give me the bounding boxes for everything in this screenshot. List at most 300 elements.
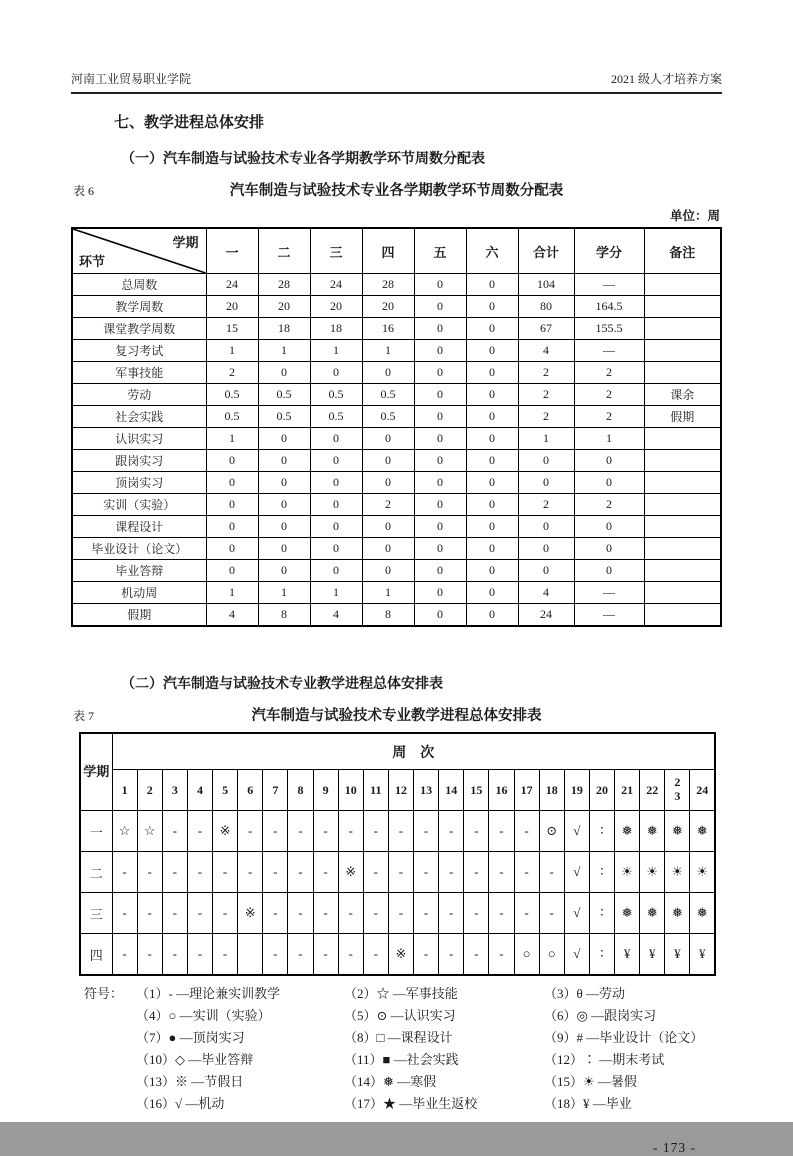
cell: 0: [310, 516, 362, 538]
cell: 2: [518, 406, 574, 428]
week-number: 4: [187, 770, 212, 811]
cell: 0: [414, 384, 466, 406]
cell: 1: [310, 582, 362, 604]
cell: 0: [258, 472, 310, 494]
schedule-cell: -: [464, 893, 489, 934]
cell: 20: [362, 296, 414, 318]
column-header: 学分: [574, 228, 644, 274]
table6-number: 表 6: [73, 184, 95, 198]
schedule-cell: -: [338, 893, 363, 934]
cell: [644, 340, 721, 362]
schedule-cell: ❅: [615, 811, 640, 852]
row-label: 军事技能: [72, 362, 206, 384]
schedule-cell: -: [439, 934, 464, 976]
cell: 0: [466, 406, 518, 428]
schedule-cell: ❅: [640, 893, 665, 934]
schedule-cell: -: [187, 893, 212, 934]
legend-item: （7）● —顶岗实习: [136, 1030, 245, 1045]
schedule-cell: ☀: [690, 852, 715, 893]
week-number: 11: [363, 770, 388, 811]
cell: 155.5: [574, 318, 644, 340]
schedule-cell: -: [187, 811, 212, 852]
table6-header-row: [72, 228, 721, 274]
cell: 0: [414, 428, 466, 450]
schedule-cell: ☆: [112, 811, 137, 852]
schedule-cell: -: [388, 893, 413, 934]
cell: 0: [362, 538, 414, 560]
cell: [644, 318, 721, 340]
table7-title: 汽车制造与试验技术专业教学进程总体安排表: [251, 708, 542, 724]
row-label: 劳动: [72, 384, 206, 406]
cell: 2: [518, 384, 574, 406]
cell: 0: [414, 318, 466, 340]
table7-header-row-2: [80, 770, 715, 811]
schedule-cell: ☆: [137, 811, 162, 852]
legend-item: （4）○ —实训（实验）: [136, 1008, 271, 1023]
cell: 0: [574, 472, 644, 494]
cell: [644, 274, 721, 296]
schedule-cell: -: [313, 893, 338, 934]
column-header: 三: [310, 228, 362, 274]
cell: 20: [206, 296, 258, 318]
schedule-cell: -: [162, 893, 187, 934]
corner-cell: [72, 228, 206, 274]
page-number: - 173 -: [653, 1140, 696, 1155]
legend-spacer: [71, 1007, 136, 1024]
schedule-cell: -: [464, 811, 489, 852]
week-number: 2: [137, 770, 162, 811]
cell: 2: [518, 362, 574, 384]
cell: 1: [574, 428, 644, 450]
schedule-cell: ¥: [640, 934, 665, 976]
table-row: [72, 494, 721, 516]
schedule-cell: -: [414, 852, 439, 893]
cell: 0: [518, 472, 574, 494]
schedule-cell: -: [162, 852, 187, 893]
table-row: [72, 472, 721, 494]
schedule-cell: -: [263, 852, 288, 893]
schedule-cell: -: [338, 934, 363, 976]
schedule-cell: -: [363, 852, 388, 893]
cell: 0: [310, 450, 362, 472]
cell: 0: [466, 538, 518, 560]
cell: 67: [518, 318, 574, 340]
cell: —: [574, 582, 644, 604]
schedule-cell: -: [414, 893, 439, 934]
cell: 4: [310, 604, 362, 627]
schedule-cell: -: [313, 934, 338, 976]
cell: 1: [206, 428, 258, 450]
cell: 0: [414, 582, 466, 604]
cell: 28: [362, 274, 414, 296]
cell: 28: [258, 274, 310, 296]
cell: 0: [206, 538, 258, 560]
cell: 0: [574, 538, 644, 560]
cell: 0: [414, 406, 466, 428]
schedule-cell: ☀: [665, 852, 690, 893]
cell: 0: [466, 384, 518, 406]
schedule-cell: -: [137, 893, 162, 934]
row-label: 总周数: [72, 274, 206, 296]
cell: 0: [414, 340, 466, 362]
cell: 2: [574, 362, 644, 384]
schedule-cell: ∶: [589, 934, 614, 976]
week-number: 21: [615, 770, 640, 811]
cell: 0: [414, 516, 466, 538]
table6-unit-label: 单位：周: [669, 209, 720, 223]
cell: 0: [518, 538, 574, 560]
legend-spacer: [71, 1051, 136, 1068]
cell: 0: [310, 362, 362, 384]
cell: 0: [362, 516, 414, 538]
schedule-cell: ❅: [690, 811, 715, 852]
schedule-cell: -: [112, 852, 137, 893]
cell: 4: [206, 604, 258, 627]
row-label: 假期: [72, 604, 206, 627]
schedule-cell: ¥: [665, 934, 690, 976]
schedule-cell: -: [414, 811, 439, 852]
schedule-cell: -: [313, 852, 338, 893]
schedule-cell: -: [213, 852, 238, 893]
row-label: 机动周: [72, 582, 206, 604]
cell: 0: [258, 516, 310, 538]
subsection-2-title: （二）汽车制造与试验技术专业教学进程总体安排表: [121, 677, 443, 692]
schedule-cell: -: [439, 852, 464, 893]
schedule-cell: -: [464, 852, 489, 893]
cell: 0: [466, 560, 518, 582]
row-label: 顶岗实习: [72, 472, 206, 494]
week-number: 22: [640, 770, 665, 811]
week-number: 5: [213, 770, 238, 811]
schedule-cell: -: [137, 934, 162, 976]
cell: 24: [518, 604, 574, 627]
schedule-cell: ※: [213, 811, 238, 852]
semester-label: 三: [80, 893, 112, 934]
cell: 0.5: [258, 384, 310, 406]
column-header: 五: [414, 228, 466, 274]
week-number: 23: [665, 770, 690, 811]
row-label: 毕业答辩: [72, 560, 206, 582]
cell: 1: [206, 582, 258, 604]
table6-title: 汽车制造与试验技术专业各学期教学环节周数分配表: [229, 183, 564, 199]
cell: 0: [574, 516, 644, 538]
cell: 0: [466, 604, 518, 627]
cell: 80: [518, 296, 574, 318]
corner-top-label: 学期: [172, 235, 199, 250]
symbol-legend: [71, 985, 722, 1112]
row-label: 社会实践: [72, 406, 206, 428]
schedule-cell: √: [564, 934, 589, 976]
cell: 2: [518, 494, 574, 516]
table-row: [72, 428, 721, 450]
week-number: 14: [439, 770, 464, 811]
schedule-cell: -: [187, 934, 212, 976]
schedule-cell: -: [363, 811, 388, 852]
cell: 0: [362, 560, 414, 582]
table-row: [72, 560, 721, 582]
schedule-cell: -: [263, 811, 288, 852]
week-number: 17: [514, 770, 539, 811]
schedule-cell: √: [564, 811, 589, 852]
schedule-cell: ※: [388, 934, 413, 976]
cell: 20: [258, 296, 310, 318]
schedule-cell: -: [489, 811, 514, 852]
schedule-cell: -: [439, 893, 464, 934]
table-row: [72, 274, 721, 296]
week-number: 6: [238, 770, 263, 811]
cell: 0: [414, 362, 466, 384]
cell: 2: [574, 406, 644, 428]
cell: —: [574, 340, 644, 362]
cell: 0: [258, 362, 310, 384]
schedule-cell: -: [263, 893, 288, 934]
table-row: [80, 852, 715, 893]
row-label: 课程设计: [72, 516, 206, 538]
column-header: 二: [258, 228, 310, 274]
cell: 164.5: [574, 296, 644, 318]
legend-item: （3）θ —劳动: [544, 986, 625, 1001]
schedule-cell: ☀: [615, 852, 640, 893]
cell: 0: [466, 318, 518, 340]
cell: 0: [206, 516, 258, 538]
cell: —: [574, 274, 644, 296]
plan-name: 2021 级人才培养方案: [610, 72, 722, 86]
legend-item: （11）■ —社会实践: [344, 1052, 459, 1067]
cell: [644, 428, 721, 450]
schedule-cell: -: [288, 934, 313, 976]
cell: 0: [206, 494, 258, 516]
legend-spacer: [71, 1073, 136, 1090]
cell: 0: [518, 516, 574, 538]
cell: 2: [574, 494, 644, 516]
legend-item: （12）∶ —期末考试: [544, 1052, 665, 1067]
table-row: [80, 934, 715, 976]
cell: 0.5: [310, 406, 362, 428]
cell: 0: [310, 538, 362, 560]
cell: 0: [362, 450, 414, 472]
cell: 假期: [644, 406, 721, 428]
column-header: 一: [206, 228, 258, 274]
cell: 课余: [644, 384, 721, 406]
semester-label: 四: [80, 934, 112, 976]
column-header: 合计: [518, 228, 574, 274]
schedule-cell: -: [112, 934, 137, 976]
week-number: 16: [489, 770, 514, 811]
table-row: [72, 384, 721, 406]
cell: 18: [258, 318, 310, 340]
cell: 24: [206, 274, 258, 296]
schedule-cell: -: [288, 852, 313, 893]
cell: 1: [310, 340, 362, 362]
cell: 0: [414, 494, 466, 516]
legend-item: （15）☀ —暑假: [544, 1074, 637, 1089]
week-number: 13: [414, 770, 439, 811]
table7-header-row-1: [80, 733, 715, 770]
schedule-cell: -: [514, 811, 539, 852]
schedule-cell: √: [564, 893, 589, 934]
cell: 0: [414, 450, 466, 472]
legend-item: （6）◎ —跟岗实习: [544, 1008, 657, 1023]
table-row: [80, 811, 715, 852]
cell: 0: [574, 560, 644, 582]
schedule-cell: -: [514, 893, 539, 934]
schedule-cell: ○: [514, 934, 539, 976]
schedule-cell: -: [414, 934, 439, 976]
table-row: [72, 450, 721, 472]
schedule-cell: ☀: [640, 852, 665, 893]
cell: [644, 472, 721, 494]
week-number: 20: [589, 770, 614, 811]
table-row: [80, 893, 715, 934]
running-header: [71, 0, 722, 94]
legend-item: （9）# —毕业设计（论文）: [544, 1030, 704, 1045]
legend-prefix: 符号：: [84, 986, 124, 1001]
cell: 0: [466, 582, 518, 604]
schedule-cell: -: [439, 811, 464, 852]
column-header: 四: [362, 228, 414, 274]
cell: 0: [414, 274, 466, 296]
week-number: 24: [690, 770, 715, 811]
week-number: 1: [112, 770, 137, 811]
cell: 2: [362, 494, 414, 516]
schedule-cell: ❅: [690, 893, 715, 934]
legend-item: （18）¥ —毕业: [544, 1096, 632, 1111]
schedule-cell: ❅: [665, 811, 690, 852]
semester-label: 二: [80, 852, 112, 893]
cell: [644, 450, 721, 472]
cell: 0: [258, 494, 310, 516]
cell: 0: [414, 472, 466, 494]
schedule-cell: -: [288, 811, 313, 852]
table-row: [72, 582, 721, 604]
schedule-cell: ∶: [589, 811, 614, 852]
week-number: 8: [288, 770, 313, 811]
column-header: 备注: [644, 228, 721, 274]
corner-bottom-label: 环节: [79, 254, 106, 269]
cell: [644, 296, 721, 318]
schedule-cell: -: [464, 934, 489, 976]
week-number: 10: [338, 770, 363, 811]
cell: 0: [466, 340, 518, 362]
schedule-cell: ❅: [640, 811, 665, 852]
table-row: [72, 340, 721, 362]
schedule-cell: -: [137, 852, 162, 893]
schedule-cell: -: [313, 811, 338, 852]
week-number: 3: [162, 770, 187, 811]
cell: 0: [258, 560, 310, 582]
cell: 1: [362, 582, 414, 604]
legend-item: （13）※ —节假日: [136, 1074, 244, 1089]
table-row: [72, 362, 721, 384]
schedule-cell: [238, 934, 263, 976]
cell: 0: [518, 450, 574, 472]
cell: 8: [362, 604, 414, 627]
schedule-cell: ○: [539, 934, 564, 976]
cell: 0.5: [258, 406, 310, 428]
schedule-cell: ⊙: [539, 811, 564, 852]
schedule-cell: -: [263, 934, 288, 976]
cell: 0: [574, 450, 644, 472]
cell: 0: [414, 560, 466, 582]
legend-item: （1）- —理论兼实训教学: [136, 986, 281, 1001]
cell: 0: [206, 450, 258, 472]
schedule-cell: -: [187, 852, 212, 893]
cell: 18: [310, 318, 362, 340]
schedule-cell: ∶: [589, 893, 614, 934]
schedule-cell: -: [162, 811, 187, 852]
schedule-cell: -: [539, 893, 564, 934]
schedule-cell: -: [363, 934, 388, 976]
semester-header: 学期: [80, 733, 112, 811]
schedule-cell: -: [388, 811, 413, 852]
semester-label: 一: [80, 811, 112, 852]
cell: [644, 582, 721, 604]
cell: 0: [362, 472, 414, 494]
cell: 0: [466, 428, 518, 450]
cell: 0: [466, 450, 518, 472]
legend-item: （5）⊙ —认识实习: [344, 1008, 456, 1023]
row-label: 毕业设计（论文）: [72, 538, 206, 560]
cell: 0: [362, 428, 414, 450]
cell: [644, 494, 721, 516]
table7-number: 表 7: [73, 709, 95, 723]
schedule-cell: -: [489, 934, 514, 976]
schedule-cell: -: [238, 852, 263, 893]
cell: 0: [466, 472, 518, 494]
row-label: 教学周数: [72, 296, 206, 318]
cell: [644, 516, 721, 538]
schedule-cell: -: [112, 893, 137, 934]
schedule-cell: -: [213, 893, 238, 934]
schedule-cell: -: [539, 852, 564, 893]
cell: 20: [310, 296, 362, 318]
legend-item: （8）□ —课程设计: [344, 1030, 453, 1045]
cell: 0: [466, 494, 518, 516]
week-number: 7: [263, 770, 288, 811]
weeks-distribution-table: [71, 227, 722, 627]
schedule-cell: -: [514, 852, 539, 893]
cell: 1: [206, 340, 258, 362]
cell: 0: [414, 296, 466, 318]
cell: [644, 362, 721, 384]
cell: 0: [310, 494, 362, 516]
cell: 0.5: [310, 384, 362, 406]
cell: 0.5: [206, 406, 258, 428]
schedule-table: [79, 732, 716, 976]
table-row: [72, 296, 721, 318]
schedule-cell: -: [213, 934, 238, 976]
cell: —: [574, 604, 644, 627]
cell: 0: [414, 604, 466, 627]
table-row: [72, 604, 721, 627]
legend-item: （17）★ —毕业生返校: [344, 1096, 478, 1111]
cell: [644, 560, 721, 582]
cell: 0: [518, 560, 574, 582]
cell: 4: [518, 582, 574, 604]
column-header: 六: [466, 228, 518, 274]
cell: 2: [574, 384, 644, 406]
legend-item: （10）◇ —毕业答辩: [136, 1052, 254, 1067]
row-label: 复习考试: [72, 340, 206, 362]
table7-caption: [71, 706, 722, 726]
table6-caption: [71, 181, 722, 201]
cell: 0: [258, 450, 310, 472]
schedule-cell: -: [489, 852, 514, 893]
cell: [644, 538, 721, 560]
legend-item: （2）☆ —军事技能: [344, 986, 458, 1001]
schedule-cell: -: [338, 811, 363, 852]
cell: 0: [414, 538, 466, 560]
